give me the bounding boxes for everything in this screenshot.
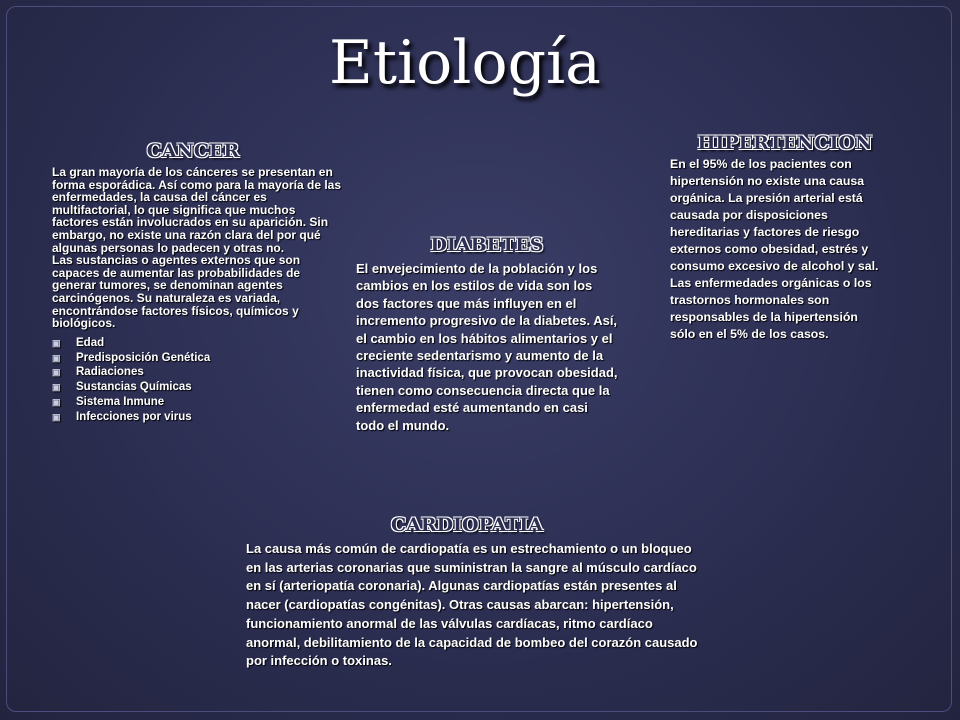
cancer-factor-label: Radiaciones — [76, 366, 144, 379]
list-item — [52, 395, 344, 410]
cancer-section — [52, 140, 344, 425]
list-item — [52, 336, 344, 351]
cancer-factor-label: Predisposición Genética — [76, 351, 211, 364]
square-bullet-icon: ▣ — [52, 396, 61, 407]
cancer-paragraph-2: Las sustancias o agentes externos que son capaces de aumentar las probabilidades de generar tumores, se denominan agentes carcinógenos. Su naturaleza es variada, encontrándose factores físicos, químicos y biológicos. — [52, 253, 301, 331]
cancer-factor-label: Edad — [76, 336, 105, 349]
diabetes-heading: DIABETES — [430, 234, 544, 256]
square-bullet-icon: ▣ — [52, 382, 61, 393]
cancer-heading: CANCER — [146, 140, 240, 162]
diabetes-section — [356, 234, 618, 434]
cardiopatia-text: La causa más común de cardiopatía es un estrechamiento o un bloqueo en las arterias coronarias que suministran la sangre al músculo cardíaco en sí (arteriopatía coronaria). Algunas cardiopatías están presentes al nacer (cardiopatías congénitas). Otras causas abarcan: hipertensión, funcionamiento anormal de las válvulas cardíacas, ritmo cardíaco anormal, debilitamiento de la capacidad de bombeo del corazón causado por infección o toxinas. — [246, 541, 698, 669]
cancer-paragraph-1: La gran mayoría de los cánceres se presentan en forma esporádica. Así como para la mayoría de las enfermedades, la causa del cáncer es multifactorial, lo que significa que muchos factores están involucrados en su aparición. Sin embargo, no existe una razón clara del por qué algunas personas lo padecen y otras no. — [52, 165, 342, 255]
diabetes-text: El envejecimiento de la población y los cambios en los estilos de vida son los dos factores que más influyen en el incremento progresivo de la diabetes. Así, el cambio en los hábitos alimentarios y el creciente sedentarismo y aumento de la inactividad física, que provocan obesidad, tienen como consecuencia directa que la enfermedad esté aumentando en casi todo el mundo. — [356, 261, 618, 433]
slide-title: Etiología — [329, 28, 601, 98]
cancer-factor-label: Sustancias Químicas — [76, 381, 192, 394]
list-item — [52, 351, 344, 366]
cancer-factor-label: Sistema Inmune — [76, 395, 165, 408]
square-bullet-icon: ▣ — [52, 367, 61, 378]
square-bullet-icon: ▣ — [52, 352, 61, 363]
square-bullet-icon: ▣ — [52, 411, 61, 422]
list-item — [52, 365, 344, 380]
cardiopatia-section — [246, 514, 708, 671]
cancer-factor-label: Infecciones por virus — [76, 410, 192, 423]
cancer-factor-list — [52, 336, 344, 425]
hipertension-section — [670, 132, 884, 343]
cardiopatia-heading: CARDIOPATIA — [391, 514, 543, 536]
hipertension-heading: HIPERTENCION — [697, 132, 873, 154]
list-item — [52, 410, 344, 425]
list-item — [52, 380, 344, 395]
square-bullet-icon: ▣ — [52, 337, 61, 348]
hipertension-text: En el 95% de los pacientes con hipertensión no existe una causa orgánica. La presión arterial está causada por disposiciones hereditarias y factores de riesgo externos como obesidad, estrés y consumo excesivo de alcohol y sal. Las enfermedades orgánicas o los trastornos hormonales son responsables de la hipertensión sólo en el 5% de los casos. — [670, 157, 879, 341]
